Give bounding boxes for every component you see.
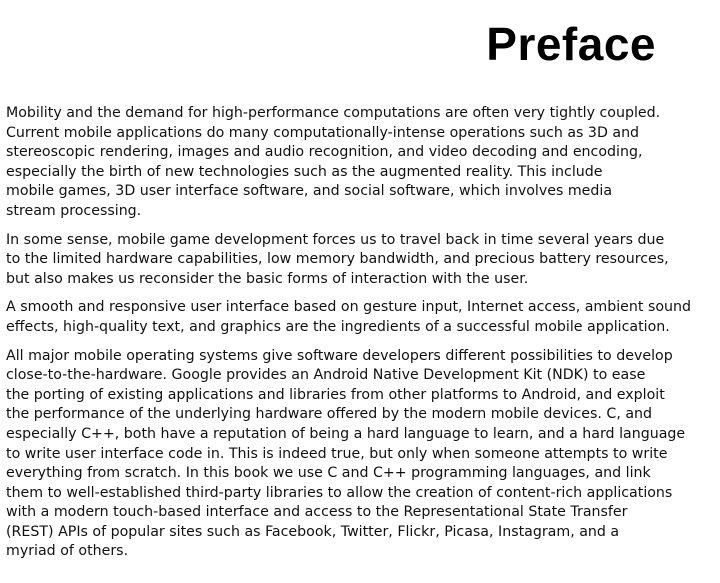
text-line: All major mobile operating systems give software developers different possibilities to develop bbox=[6, 347, 673, 364]
text-line: them to well-established third-party libraries to allow the creation of content-rich applications bbox=[6, 484, 673, 501]
paragraph-2 bbox=[6, 231, 706, 290]
text-line: close-to-the-hardware. Google provides an Android Native Development Kit (NDK) to ease bbox=[6, 367, 646, 384]
page-title: Preface bbox=[486, 18, 656, 70]
text-line: myriad of others. bbox=[6, 543, 129, 560]
text-line: Mobility and the demand for high-performance computations are often very tightly coupled. bbox=[6, 105, 661, 121]
text-line: especially the birth of new technologies such as the augmented reality. This include bbox=[6, 163, 603, 180]
text-line: to write user interface code in. This is indeed true, but only when someone attempts to write bbox=[6, 445, 668, 462]
text-line: (REST) APIs of popular sites such as Facebook, Twitter, Flickr, Picasa, Instagram, and a bbox=[6, 523, 620, 540]
text-line: effects, high-quality text, and graphics are the ingredients of a successful mobile application. bbox=[6, 318, 670, 335]
text-line: to the limited hardware capabilities, low memory bandwidth, and precious battery resources, bbox=[6, 251, 669, 268]
paragraph-3 bbox=[6, 298, 706, 337]
paragraph-1 bbox=[6, 104, 706, 222]
text-line: especially C++, both have a reputation of being a hard language to learn, and a hard language bbox=[6, 425, 686, 442]
text-line: In some sense, mobile game development forces us to travel back in time several years due bbox=[6, 231, 665, 248]
text-line: stereoscopic rendering, images and audio recognition, and video decoding and encoding, bbox=[6, 144, 643, 161]
paragraph-4 bbox=[6, 347, 706, 563]
text-line: with a modern touch-based interface and access to the Representational State Transfer bbox=[6, 504, 628, 521]
text-line: the porting of existing applications and libraries from other platforms to Android, and exploit bbox=[6, 386, 665, 403]
text-line: A smooth and responsive user interface based on gesture input, Internet access, ambient sound bbox=[6, 299, 692, 316]
text-line: the performance of the underlying hardware offered by the modern mobile devices. C, and bbox=[6, 406, 653, 423]
text-line: but also makes us reconsider the basic forms of interaction with the user. bbox=[6, 270, 529, 287]
text-line: mobile games, 3D user interface software, and social software, which involves media bbox=[6, 183, 613, 200]
text-line: stream processing. bbox=[6, 202, 142, 219]
preface-body bbox=[6, 104, 706, 571]
text-line: Current mobile applications do many computationally-intense operations such as 3D and bbox=[6, 124, 640, 141]
text-line: everything from scratch. In this book we use C and C++ programming languages, and link bbox=[6, 465, 651, 482]
